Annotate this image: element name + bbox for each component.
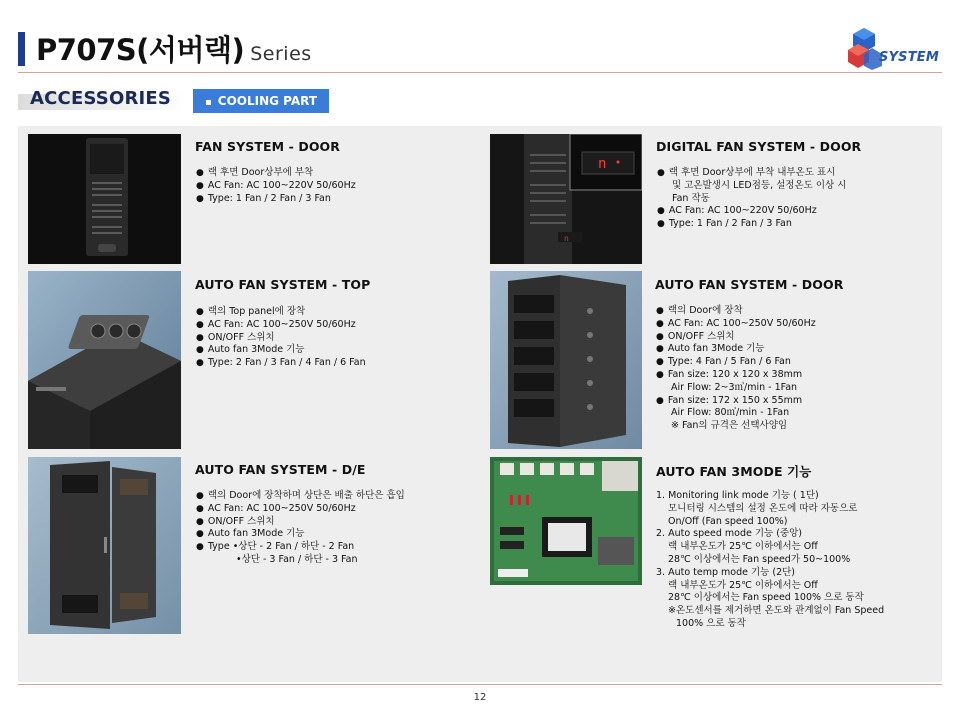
category-badge: ▪ COOLING PART — [193, 89, 329, 113]
section-title-digital-fan-door: DIGITAL FAN SYSTEM - DOOR — [656, 139, 862, 154]
list-item: •상단 - 3 Fan / 하단 - 3 Fan — [236, 553, 358, 565]
section-title-auto-fan-top: AUTO FAN SYSTEM - TOP — [195, 277, 371, 292]
section-list-auto-fan-top — [196, 306, 366, 370]
list-item: ● AC Fan: AC 100~250V 50/60Hz — [656, 318, 816, 331]
list-item: Air Flow: 80㎥/min - 1Fan — [671, 407, 790, 419]
section-title-fan-door: FAN SYSTEM - DOOR — [195, 139, 340, 154]
section-list-auto-fan-door — [656, 305, 816, 433]
list-item: ※ Fan의 규격은 선택사양임 — [671, 420, 788, 432]
list-item: 및 고온발생시 LED점등, 설정온도 이상 시 — [672, 179, 847, 191]
section-title-3mode: AUTO FAN 3MODE 기능 — [656, 464, 812, 479]
auto-fan-de-photo — [28, 457, 181, 634]
list-item: ● ON/OFF 스위치 — [196, 516, 405, 529]
list-item: 28℃ 이상에서는 Fan speed가 50~100% — [668, 553, 851, 565]
list-item: ● 랙의 Door에 장착 — [656, 305, 816, 318]
list-item: ● 랙의 Door에 장착하며 상단은 배출 하단은 흡입 — [196, 490, 405, 503]
list-item: ● Auto fan 3Mode 기능 — [196, 344, 366, 357]
auto-fan-door-photo — [490, 271, 642, 449]
page-number: 12 — [473, 692, 487, 703]
section-title-auto-fan-de: AUTO FAN SYSTEM - D/E — [195, 462, 366, 477]
section-list-auto-fan-de — [196, 490, 405, 567]
list-item: ● Type: 4 Fan / 5 Fan / 6 Fan — [656, 356, 816, 369]
logo-text: SYSTEM — [879, 50, 940, 65]
list-item: 100% 으로 동작 — [676, 617, 746, 629]
list-item: ● Type: 1 Fan / 2 Fan / 3 Fan — [657, 218, 846, 231]
fan-controller-board-photo — [490, 457, 642, 585]
list-item: ● Auto fan 3Mode 기능 — [656, 343, 816, 356]
list-item: 28℃ 이상에서는 Fan speed 100% 으로 동작 — [668, 592, 864, 604]
list-item: 모니터링 시스템의 설정 온도에 따라 자동으로 — [668, 502, 858, 514]
list-item: ● ON/OFF 스위치 — [196, 332, 366, 345]
svg-text:n: n — [564, 234, 569, 243]
section-list-fan-door — [196, 167, 356, 205]
list-item: ● 랙 후면 Door상부에 부착 — [196, 167, 356, 180]
list-item: ● AC Fan: AC 100~250V 50/60Hz — [196, 503, 405, 516]
list-item: ● AC Fan: AC 100~220V 50/60Hz — [657, 205, 846, 218]
section-title-auto-fan-door: AUTO FAN SYSTEM - DOOR — [655, 277, 844, 292]
list-item: Air Flow: 2~3㎥/min - 1Fan — [671, 381, 798, 393]
title-accent-bar — [18, 32, 25, 66]
list-item: ● AC Fan: AC 100~220V 50/60Hz — [196, 180, 356, 193]
section-list-3mode — [656, 490, 884, 631]
list-item: 랙 내부온도가 25℃ 이하에서는 Off — [668, 579, 818, 591]
digital-fan-door-photo — [490, 134, 642, 264]
page-title: P707S(서버랙) Series — [36, 33, 312, 67]
list-item: ● 랙의 Top panel에 장착 — [196, 306, 366, 319]
list-item: ● Type •상단 - 2 Fan / 하단 - 2 Fan — [196, 541, 405, 554]
list-item: 3. Auto temp mode 기능 (2단) — [656, 566, 796, 578]
list-item: ● Fan size: 120 x 120 x 38mm — [656, 369, 816, 382]
list-item: ● Type: 2 Fan / 3 Fan / 4 Fan / 6 Fan — [196, 357, 366, 370]
list-item: ● Fan size: 172 x 150 x 55mm — [656, 395, 816, 408]
header-divider — [18, 72, 942, 73]
list-item: 1. Monitoring link mode 기능 ( 1단) — [656, 490, 819, 501]
accessories-heading: ACCESSORIES — [30, 88, 172, 109]
auto-fan-top-photo — [28, 271, 181, 449]
list-item: 랙 내부온도가 25℃ 이하에서는 Off — [668, 541, 818, 553]
list-item: ● Type: 1 Fan / 2 Fan / 3 Fan — [196, 193, 356, 206]
digital-display-readout: n — [598, 156, 607, 172]
list-item: Fan 작동 — [672, 192, 710, 204]
page-subtitle: Series — [250, 43, 312, 65]
fan-door-photo — [28, 134, 181, 264]
list-item: ● Auto fan 3Mode 기능 — [196, 528, 405, 541]
footer-divider — [18, 684, 942, 685]
section-list-digital-fan-door — [657, 167, 846, 231]
list-item: 2. Auto speed mode 기능 (중앙) — [656, 528, 802, 540]
list-item: ● ON/OFF 스위치 — [656, 331, 816, 344]
list-item: ● AC Fan: AC 100~250V 50/60Hz — [196, 319, 366, 332]
list-item: ※온도센서를 제거하면 온도와 관계없이 Fan Speed — [668, 605, 885, 617]
list-item: ● 랙 후면 Door상부에 부착 내부온도 표시 — [657, 167, 846, 180]
list-item: On/Off (Fan speed 100%) — [668, 515, 788, 527]
